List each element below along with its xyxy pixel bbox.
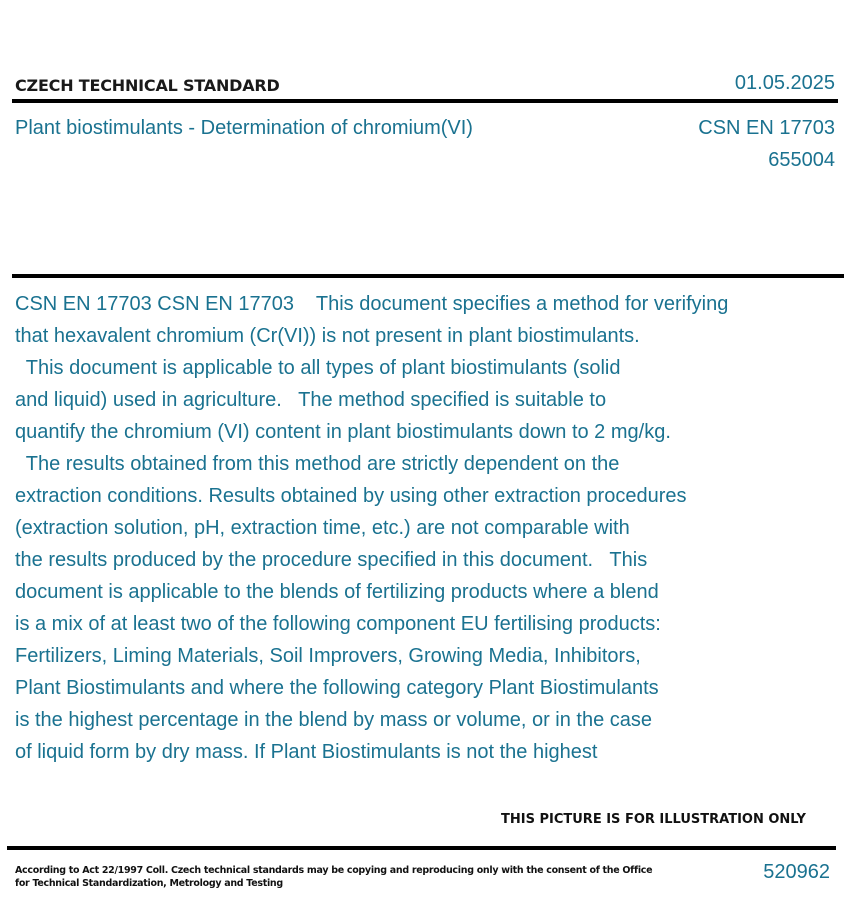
abstract-line: that hexavalent chromium (Cr(VI)) is not present in plant biostimulants. [15, 325, 640, 347]
abstract-line: extraction conditions. Results obtained by using other extraction procedures [15, 485, 687, 507]
abstract-line: is the highest percentage in the blend by mass or volume, or in the case [15, 709, 653, 731]
legal-line: According to Act 22/1997 Coll. Czech technical standards may be copying and reproducing only with the consent of the Office [15, 865, 653, 876]
abstract-line: and liquid) used in agriculture. The method specified is suitable to [15, 389, 607, 411]
abstract-line: CSN EN 17703 CSN EN 17703 This document specifies a method for verifying [15, 293, 729, 315]
abstract-text [15, 288, 815, 768]
classification-number: 655004 [768, 149, 835, 171]
publication-date: 01.05.2025 [734, 72, 835, 94]
footer-divider [7, 846, 836, 850]
abstract-line: document is applicable to the blends of fertilizing products where a blend [15, 581, 659, 603]
abstract-line: The results obtained from this method are strictly dependent on the [15, 453, 620, 475]
section-divider [12, 274, 844, 278]
legal-line: for Technical Standardization, Metrology and Testing [15, 878, 283, 889]
abstract-line: quantify the chromium (VI) content in plant biostimulants down to 2 mg/kg. [15, 421, 671, 443]
document-code: 520962 [763, 861, 830, 883]
abstract-line: This document is applicable to all types of plant biostimulants (solid [15, 357, 621, 379]
abstract-line: Fertilizers, Liming Materials, Soil Improvers, Growing Media, Inhibitors, [15, 645, 641, 667]
standard-number: CSN EN 17703 [698, 117, 835, 139]
abstract-line: Plant Biostimulants and where the following category Plant Biostimulants [15, 677, 659, 699]
standard-title: Plant biostimulants - Determination of chromium(VI) [15, 117, 473, 139]
illustration-notice: THIS PICTURE IS FOR ILLUSTRATION ONLY [501, 812, 806, 827]
legal-notice [15, 864, 652, 890]
abstract-line: (extraction solution, pH, extraction time, etc.) are not comparable with [15, 517, 630, 539]
header-divider [12, 99, 838, 103]
abstract-line: the results produced by the procedure specified in this document. This [15, 549, 648, 571]
abstract-line: is a mix of at least two of the following component EU fertilising products: [15, 613, 661, 635]
abstract-line: of liquid form by dry mass. If Plant Biostimulants is not the highest [15, 741, 598, 763]
document-type-label: CZECH TECHNICAL STANDARD [15, 76, 280, 95]
